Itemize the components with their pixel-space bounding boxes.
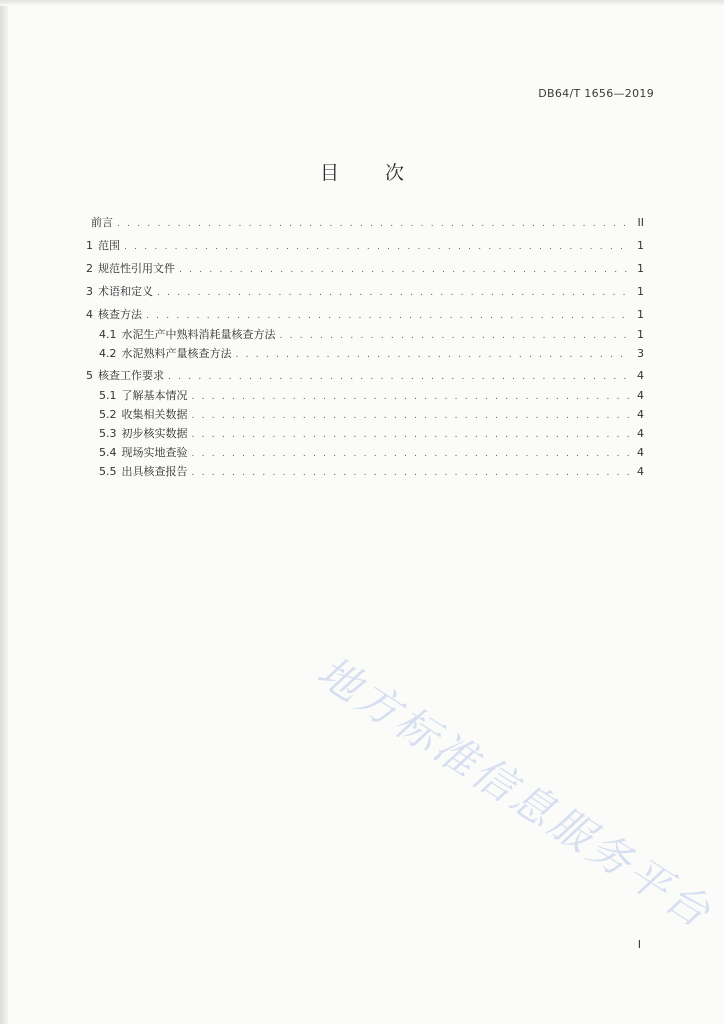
toc-entry-number: 5.2 <box>99 408 117 421</box>
toc-entry-issue-report[interactable] <box>86 462 644 481</box>
toc-entry-label: 初步核实数据 <box>121 427 188 440</box>
toc-entry-number: 5.4 <box>99 446 117 459</box>
toc-entry-basic-situation[interactable] <box>86 386 644 405</box>
toc-entry-label: 现场实地查验 <box>121 446 188 459</box>
toc-entry-page: 4 <box>637 389 644 402</box>
toc-entry-page: 4 <box>637 427 644 440</box>
toc-entry-number: 5.3 <box>99 427 117 440</box>
toc-entry-label: 水泥熟料产量核查方法 <box>121 347 232 360</box>
toc-entry-work-requirements[interactable] <box>86 366 644 386</box>
toc-leader-dots <box>192 445 631 462</box>
toc-entry-label: 核查方法 <box>98 308 142 321</box>
toc-leader-dots <box>236 346 631 363</box>
toc-entry-page: 1 <box>637 328 644 341</box>
toc-entry-number: 5.5 <box>99 465 117 478</box>
toc-entry-number: 3 <box>86 285 93 298</box>
toc-entry-page: 1 <box>637 239 644 252</box>
toc-entry-site-inspection[interactable] <box>86 443 644 462</box>
toc-entry-label: 术语和定义 <box>98 285 153 298</box>
toc-leader-dots <box>117 214 630 233</box>
toc-entry-number: 5 <box>86 369 93 382</box>
toc-entry-terms-definitions[interactable] <box>86 282 644 302</box>
toc-leader-dots <box>146 306 630 325</box>
toc-leader-dots <box>192 464 631 481</box>
toc-entry-label: 核查工作要求 <box>98 369 164 382</box>
toc-entry-label: 范围 <box>98 239 120 252</box>
toc-entry-page: 4 <box>637 465 644 478</box>
toc-entry-label: 收集相关数据 <box>121 408 188 421</box>
toc-entry-label: 前言 <box>91 216 113 229</box>
watermark-text: 地方标准信息服务平台 <box>308 646 722 939</box>
toc-entry-number: 4 <box>86 308 93 321</box>
toc-entry-page: 3 <box>637 347 644 360</box>
toc-entry-foreword[interactable] <box>86 213 644 233</box>
toc-entry-scope[interactable] <box>86 236 644 256</box>
toc-entry-number: 4.1 <box>99 328 117 341</box>
toc-leader-dots <box>280 327 631 344</box>
toc-entry-normative-references[interactable] <box>86 259 644 279</box>
toc-leader-dots <box>179 260 630 279</box>
toc-entry-label: 水泥生产中熟料消耗量核查方法 <box>121 328 276 341</box>
toc-leader-dots <box>192 388 631 405</box>
toc-leader-dots <box>157 283 630 302</box>
toc-entry-page: 4 <box>637 369 644 382</box>
toc-entry-number: 1 <box>86 239 93 252</box>
table-of-contents <box>86 213 644 481</box>
document-code: DB64/T 1656—2019 <box>538 87 654 100</box>
toc-entry-clinker-output[interactable] <box>86 344 644 363</box>
page-number: I <box>637 938 641 951</box>
toc-leader-dots <box>168 367 630 386</box>
toc-entry-page: 1 <box>637 308 644 321</box>
toc-entry-page: 1 <box>637 262 644 275</box>
toc-entry-number: 5.1 <box>99 389 117 402</box>
toc-entry-verification-methods[interactable] <box>86 305 644 325</box>
toc-entry-label: 了解基本情况 <box>121 389 188 402</box>
page-title: 目 次 <box>319 162 425 184</box>
toc-entry-label: 出具核查报告 <box>121 465 188 478</box>
scan-edge-shadow <box>0 0 8 1024</box>
toc-entry-page: 4 <box>637 446 644 459</box>
toc-entry-number: 4.2 <box>99 347 117 360</box>
scan-top-shadow <box>0 0 724 6</box>
toc-leader-dots <box>192 426 631 443</box>
toc-entry-clinker-consumption[interactable] <box>86 325 644 344</box>
toc-entry-page: 1 <box>637 285 644 298</box>
toc-leader-dots <box>124 237 630 256</box>
toc-entry-preliminary-verification[interactable] <box>86 424 644 443</box>
toc-entry-collect-data[interactable] <box>86 405 644 424</box>
toc-entry-number: 2 <box>86 262 93 275</box>
toc-entry-page: 4 <box>637 408 644 421</box>
toc-leader-dots <box>192 407 631 424</box>
toc-entry-page: II <box>637 216 644 229</box>
toc-entry-label: 规范性引用文件 <box>98 262 175 275</box>
